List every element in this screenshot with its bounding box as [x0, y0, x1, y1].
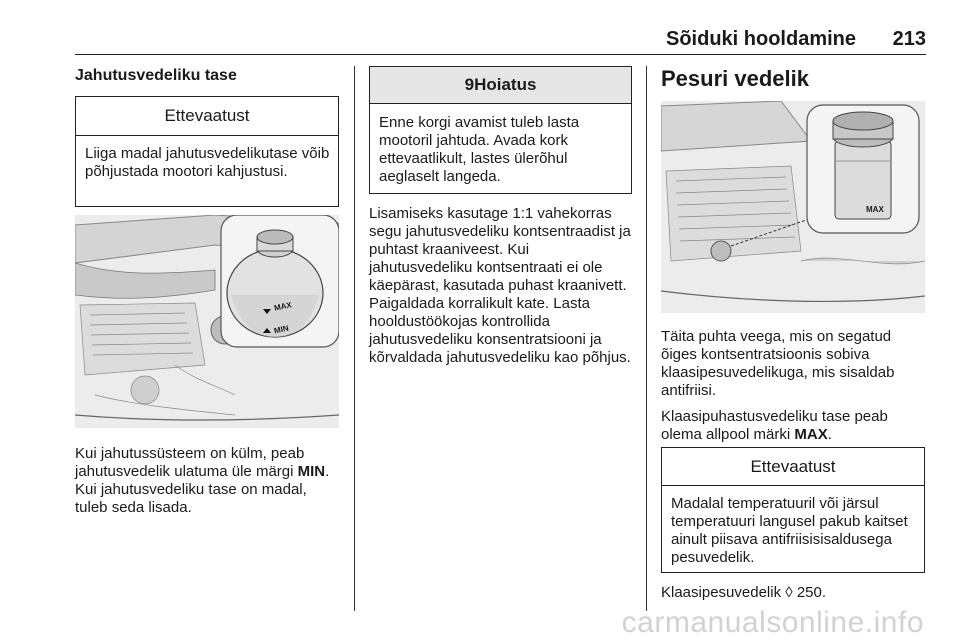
- page-header: [75, 24, 926, 55]
- engine-bay-illustration: [75, 215, 339, 428]
- washer-figure: [661, 101, 925, 313]
- caution-title: Ettevaatust: [662, 448, 924, 486]
- max-mark-ref: MAX: [794, 426, 828, 443]
- washer-bay-illustration: [661, 101, 925, 313]
- watermark: carmanualsonline.info: [621, 606, 924, 639]
- column-divider: [646, 66, 647, 611]
- min-mark-label: MIN: [273, 323, 290, 336]
- para-text: Täita puhta veega, mis on segatud õiges kontsentratsioonis sobiva klaasipesuvedelikuga, mis sisaldab antifriisi.: [661, 328, 895, 399]
- warning-icon: 9: [464, 75, 475, 94]
- para-text: Kui jahutussüsteem on külm, peab jahutusvedelik ulatuma üle märgi: [75, 445, 305, 480]
- max-mark-label: MAX: [273, 300, 293, 313]
- section-heading: Jahutusvedeliku tase: [75, 67, 237, 84]
- coolant-level-text: [75, 445, 341, 517]
- caution-text: Madalal temperatuuril või järsul temperatuuri langusel pakub kaitset ainult piisava antifriisisisaldusega pesuvedelik.: [671, 495, 908, 566]
- para-text-a: Klaasipuhastusvedeliku tase peab olema allpool märki: [661, 408, 888, 443]
- section-title: Sõiduki hooldamine: [665, 28, 856, 50]
- page-reference-icon: ◊: [785, 584, 793, 601]
- caution-text: Liiga madal jahutusvedelikutase võib põhjustada mootori kahjustusi.: [85, 145, 330, 180]
- reference-page: 250.: [796, 584, 827, 601]
- warning-title: Hoiatus: [474, 75, 537, 94]
- warning-header: [370, 67, 631, 104]
- para-text-b: .: [827, 426, 832, 443]
- column-divider: [354, 66, 355, 611]
- caution-box: [75, 96, 339, 207]
- max-mark-label: MAX: [866, 205, 884, 214]
- caution-title: Ettevaatust: [76, 97, 338, 136]
- caution-box: [661, 447, 925, 573]
- warning-text: Enne korgi avamist tuleb lasta mootoril jahtuda. Avada kork ettevaatlikult, lastes ülerõhul aeglaselt langeda.: [379, 114, 580, 185]
- reference-text: Klaasipesuvedelik: [661, 584, 782, 601]
- para-text: [661, 408, 927, 444]
- min-mark-ref: MIN: [297, 463, 326, 480]
- section-heading: Pesuri vedelik: [661, 66, 809, 91]
- coolant-figure: [75, 215, 339, 428]
- washer-fill-text: [661, 328, 927, 444]
- warning-box: [369, 66, 632, 194]
- para-text: . Kui jahutusvedeliku tase on madal, tuleb seda lisada.: [75, 463, 330, 516]
- coolant-fill-text: Lisamiseks kasutage 1:1 vahekorras segu jahutusvedeliku kontsentraadist ja puhtast kraaniveest. Kui jahutusvedeliku kontsentraati ei ole käepärast, kasutada puhast kraanivett. Paigaldada korralikult kate. Lasta hooldustöökojas kontrollida jahutusvedeliku konsentratsiooni ja kõrvaldada jahutusvedeliku kao põhjus.: [369, 205, 631, 366]
- cross-reference[interactable]: [661, 584, 927, 602]
- page-number: 213: [892, 28, 926, 50]
